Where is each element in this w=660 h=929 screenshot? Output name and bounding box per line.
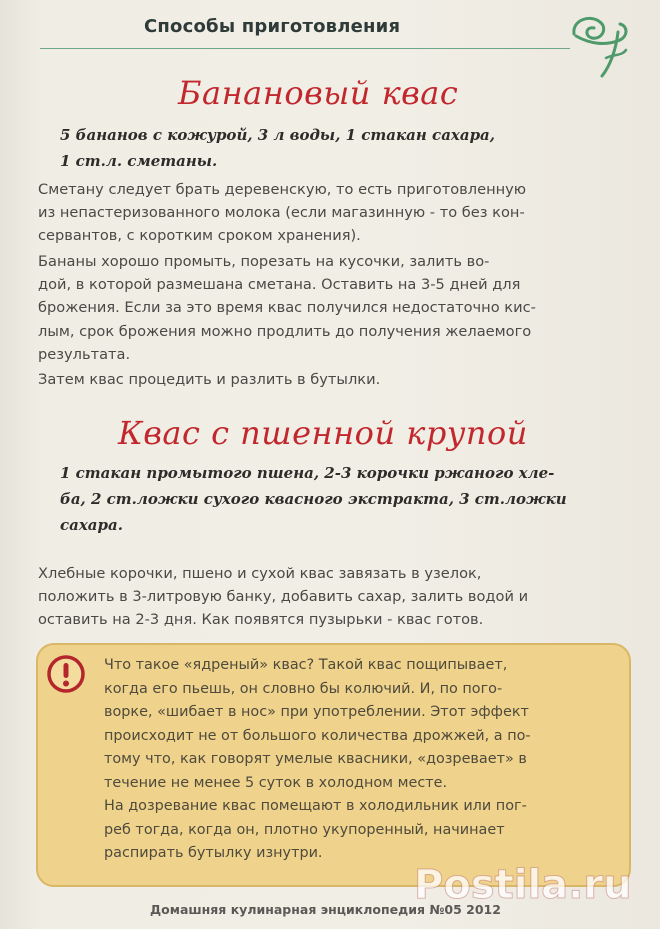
recipe-title-millet: Квас с пшенной крупой [118, 414, 528, 452]
paragraph: Хлебные корочки, пшено и сухой квас завязать в узелок, положить в 3-литровую банку, добавить сахар, залить водой и оставить на 2-3 дня. Как появятся пузырьки - квас готов. [38, 565, 529, 629]
paragraph: Сметану следует брать деревенскую, то есть приготовленную из непастеризованного молока (если магазинную - то без кон- сервантов, с коротким сроком хранения). [38, 181, 527, 245]
section-title: Способы приготовления [144, 16, 401, 37]
publication-footer: Домашняя кулинарная энциклопедия №05 2012 [150, 902, 501, 917]
recipe-title-banana: Банановый квас [178, 74, 459, 112]
exclamation-icon [46, 654, 86, 694]
paragraph: Затем квас процедить и разлить в бутылки. [38, 371, 381, 388]
header-divider [40, 48, 570, 49]
ingredients-banana: 5 бананов с кожурой, 3 л воды, 1 стакан сахара, 1 ст.л. сметаны. [60, 126, 495, 170]
paragraph: Бананы хорошо промыть, порезать на кусочки, залить во- дой, в которой размешана сметана. Оставить на 3-5 дней для брожения. Если за это время квас получился недостаточно кис- лым, срок брожения можно продлить до получения желаемого результата. [38, 253, 536, 363]
postila-watermark-logo [408, 852, 656, 916]
svg-text:Postila.ru: Postila.ru [414, 862, 632, 908]
ingredients-millet: 1 стакан промытого пшена, 2-3 корочки ржаного хле- ба, 2 ст.ложки сухого квасного экстракта, 3 ст.ложки сахара. [60, 464, 567, 534]
note-text: Что такое «ядреный» квас? Такой квас пощипывает, когда его пьешь, он словно бы колючий. И, по пого- ворке, «шибает в нос» при употреблении. Этот эффект происходит не от большого количества дрожжей, а по- тому что, как говорят умелые квасники, «дозревает» в течение не менее 5 суток в холодном месте. На дозревание квас помещают в холодильник или пог- реб тогда, когда он, плотно укупоренный, начинает распирать бутылку изнутри. [104, 657, 531, 861]
swirl-ornament-icon [566, 10, 632, 80]
